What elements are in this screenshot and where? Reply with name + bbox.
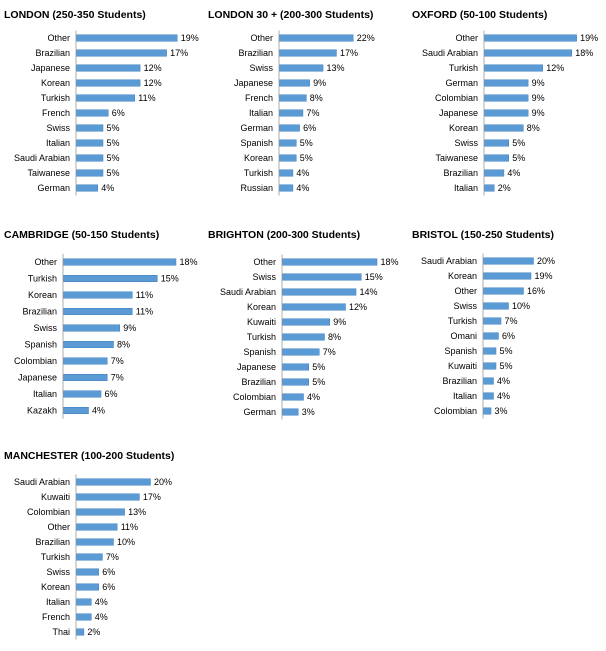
category-label: Saudi Arabian [219, 287, 276, 297]
category-label: Omani [450, 331, 477, 341]
bar-turkish [283, 334, 325, 341]
value-label: 5% [106, 153, 120, 163]
category-label: Turkish [40, 552, 70, 562]
category-label: Swiss [33, 323, 57, 333]
bar-korean [283, 304, 346, 311]
value-label: 5% [299, 153, 313, 163]
category-label: Colombian [13, 356, 57, 366]
category-label: Colombian [26, 507, 70, 517]
value-label: 18% [179, 257, 198, 267]
category-label: German [37, 183, 70, 193]
value-label: 20% [537, 256, 556, 266]
value-label: 4% [94, 612, 108, 622]
value-label: 14% [359, 287, 378, 297]
category-label: German [240, 123, 273, 133]
value-label: 18% [380, 257, 399, 267]
bar-other [484, 288, 524, 295]
value-label: 3% [301, 407, 315, 417]
bar-japanese [280, 80, 310, 87]
category-label: Turkish [447, 316, 477, 326]
bar-colombian [64, 358, 108, 365]
bar-swiss [485, 140, 509, 147]
category-label: Brazilian [35, 537, 70, 547]
value-label: 4% [296, 183, 310, 193]
value-label: 5% [106, 168, 120, 178]
value-label: 9% [333, 317, 347, 327]
category-label: Korean [40, 582, 70, 592]
bar-russian [280, 185, 293, 192]
bar-saudi-arabian [283, 289, 357, 296]
category-label: Italian [32, 389, 57, 399]
value-label: 13% [128, 507, 147, 517]
value-label: 22% [356, 33, 375, 43]
bar-taiwanese [485, 155, 509, 162]
value-label: 3% [494, 406, 508, 416]
category-label: Korean [448, 123, 478, 133]
category-label: German [243, 407, 276, 417]
bar-brazilian [484, 378, 494, 385]
category-label: Spanish [243, 347, 276, 357]
value-label: 4% [92, 405, 106, 416]
chart-panel-bristol [412, 229, 555, 419]
value-label: 4% [307, 392, 321, 402]
category-label: Italian [452, 391, 477, 401]
bar-turkish [77, 554, 103, 561]
category-label: Taiwanese [27, 168, 70, 178]
chart-panel-london [4, 9, 199, 196]
value-label: 4% [507, 168, 521, 178]
bar-korean [280, 155, 297, 162]
value-label: 2% [497, 183, 511, 193]
value-label: 16% [527, 286, 546, 296]
category-label: Italian [45, 138, 70, 148]
category-label: Italian [453, 183, 478, 193]
bar-korean [77, 80, 141, 87]
bar-swiss [283, 274, 362, 281]
value-label: 13% [326, 63, 345, 73]
bar-japanese [283, 364, 309, 371]
bar-spanish [280, 140, 297, 147]
category-label: Other [47, 522, 70, 532]
value-label: 17% [142, 492, 161, 502]
value-label: 12% [349, 302, 368, 312]
bar-omani [484, 333, 499, 340]
category-label: Spanish [24, 339, 57, 350]
category-label: Kuwaiti [246, 317, 276, 327]
bar-german [77, 185, 98, 192]
value-label: 12% [143, 78, 162, 88]
value-label: 9% [531, 78, 545, 88]
chart-title-bristol: BRISTOL (150-250 Students) [412, 229, 554, 241]
bar-korean [64, 292, 133, 299]
value-label: 7% [110, 356, 124, 366]
value-label: 17% [170, 48, 189, 58]
bar-german [280, 125, 300, 132]
bar-swiss [484, 303, 509, 310]
category-label: Colombian [434, 93, 478, 103]
bar-saudi-arabian [485, 50, 572, 57]
value-label: 5% [499, 361, 513, 371]
category-label: Brazilian [241, 377, 276, 387]
category-label: Japanese [236, 362, 276, 372]
value-label: 12% [143, 63, 162, 73]
category-label: Saudi Arabian [13, 153, 70, 163]
bar-turkish [280, 170, 293, 177]
chart-panel-london30 [208, 9, 375, 196]
value-label: 17% [339, 48, 358, 58]
value-label: 5% [512, 138, 526, 148]
category-label: Turkish [40, 93, 70, 103]
category-label: Other [454, 286, 477, 296]
bar-spanish [484, 348, 497, 355]
value-label: 11% [138, 93, 156, 103]
bar-italian [64, 391, 102, 398]
category-label: German [445, 78, 478, 88]
value-label: 2% [87, 627, 101, 637]
category-label: Japanese [233, 78, 273, 88]
bar-swiss [280, 65, 324, 72]
bar-other [77, 524, 118, 531]
category-label: Brazilian [442, 376, 477, 386]
category-label: French [41, 108, 70, 118]
category-label: Swiss [249, 63, 273, 73]
category-label: Taiwanese [435, 153, 478, 163]
value-label: 8% [117, 339, 131, 350]
bar-french [77, 614, 92, 621]
value-label: 6% [102, 567, 116, 577]
category-label: Korean [27, 290, 57, 300]
chart-panel-cambridge [4, 229, 198, 419]
bar-brazilian [485, 170, 504, 177]
value-label: 4% [497, 376, 511, 386]
value-label: 15% [364, 272, 383, 282]
category-label: Korean [246, 302, 276, 312]
bar-colombian [77, 509, 125, 516]
bar-japanese [64, 374, 108, 381]
value-label: 4% [94, 597, 108, 607]
chart-panel-oxford [412, 9, 598, 196]
value-label: 20% [154, 477, 173, 487]
category-label: Turkish [27, 273, 57, 284]
category-label: Turkish [448, 63, 478, 73]
bar-turkish [485, 65, 543, 72]
bar-brazilian [280, 50, 337, 57]
bar-german [283, 409, 299, 416]
category-label: Russian [240, 183, 273, 193]
value-label: 4% [296, 168, 310, 178]
category-label: Other [455, 33, 478, 43]
value-label: 10% [117, 537, 136, 547]
bar-korean [484, 273, 532, 280]
category-label: Japanese [17, 372, 57, 383]
value-label: 6% [303, 123, 317, 133]
category-label: Brazilian [22, 306, 57, 317]
bar-korean [485, 125, 524, 132]
category-label: Thai [52, 627, 70, 637]
category-label: Japanese [438, 108, 478, 118]
bar-swiss [77, 125, 104, 132]
value-label: 7% [504, 316, 518, 326]
category-label: Swiss [46, 567, 70, 577]
category-label: Turkish [246, 332, 276, 342]
category-label: Turkish [243, 168, 273, 178]
bar-colombian [283, 394, 304, 401]
category-label: Saudi Arabian [420, 256, 477, 266]
chart-panel-manchester [4, 450, 174, 640]
value-label: 6% [102, 582, 116, 592]
value-label: 19% [534, 271, 553, 281]
category-label: Other [250, 33, 273, 43]
category-label: Swiss [454, 138, 478, 148]
bar-swiss [64, 325, 120, 332]
chart-title-london: LONDON (250-350 Students) [4, 9, 146, 21]
category-label: Brazilian [443, 168, 478, 178]
bar-brazilian [77, 50, 167, 57]
bar-saudi-arabian [77, 479, 151, 486]
value-label: 15% [160, 273, 179, 284]
bar-german [485, 80, 529, 87]
value-label: 18% [575, 48, 594, 58]
category-label: Japanese [30, 63, 70, 73]
bar-italian [484, 393, 494, 400]
value-label: 6% [502, 331, 516, 341]
category-label: Brazilian [238, 48, 273, 58]
bar-italian [77, 140, 104, 147]
bar-other [485, 35, 577, 42]
category-label: Swiss [46, 123, 70, 133]
category-label: Korean [243, 153, 273, 163]
category-label: French [41, 612, 70, 622]
value-label: 4% [497, 391, 511, 401]
value-label: 5% [512, 153, 526, 163]
bar-other [283, 259, 378, 266]
bar-swiss [77, 569, 99, 576]
bar-spanish [64, 341, 114, 348]
value-label: 19% [180, 33, 199, 43]
value-label: 5% [312, 362, 326, 372]
value-label: 9% [313, 78, 327, 88]
category-label: French [244, 93, 273, 103]
value-label: 12% [546, 63, 565, 73]
value-label: 11% [135, 306, 154, 317]
category-label: Brazilian [35, 48, 70, 58]
category-label: Saudi Arabian [421, 48, 478, 58]
value-label: 9% [123, 323, 137, 333]
category-label: Italian [248, 108, 273, 118]
value-label: 8% [309, 93, 323, 103]
value-label: 9% [531, 108, 545, 118]
bar-kuwaiti [484, 363, 497, 370]
bar-japanese [77, 65, 141, 72]
value-label: 5% [299, 138, 313, 148]
value-label: 7% [105, 552, 119, 562]
category-label: Swiss [252, 272, 276, 282]
value-label: 5% [499, 346, 513, 356]
chart-title-cambridge: CAMBRIDGE (50-150 Students) [4, 229, 160, 241]
bar-turkish [484, 318, 502, 325]
chart-title-london30: LONDON 30 + (200-300 Students) [208, 9, 374, 21]
value-label: 11% [120, 522, 139, 532]
value-label: 8% [328, 332, 342, 342]
bar-italian [485, 185, 495, 192]
bar-french [280, 95, 307, 102]
bar-italian [280, 110, 303, 117]
bar-other [64, 259, 177, 266]
value-label: 5% [106, 138, 120, 148]
bar-saudi-arabian [484, 258, 534, 265]
value-label: 7% [110, 372, 124, 383]
bar-colombian [484, 408, 492, 415]
value-label: 5% [106, 123, 120, 133]
category-label: Other [253, 257, 276, 267]
bar-thai [77, 629, 84, 636]
bar-korean [77, 584, 99, 591]
category-label: Italian [45, 597, 70, 607]
bar-brazilian [77, 539, 114, 546]
category-label: Spanish [240, 138, 273, 148]
category-label: Korean [40, 78, 70, 88]
bar-other [280, 35, 354, 42]
chart-title-manchester: MANCHESTER (100-200 Students) [4, 450, 175, 462]
category-label: Kazakh [26, 405, 57, 416]
value-label: 10% [512, 301, 531, 311]
value-label: 5% [312, 377, 326, 387]
bar-kazakh [64, 407, 89, 414]
bar-kuwaiti [283, 319, 330, 326]
category-label: Saudi Arabian [13, 477, 70, 487]
category-label: Korean [447, 271, 477, 281]
value-label: 8% [526, 123, 540, 133]
value-label: 7% [306, 108, 320, 118]
bar-turkish [64, 275, 158, 282]
bar-japanese [485, 110, 529, 117]
bar-turkish [77, 95, 135, 102]
bar-french [77, 110, 109, 117]
category-label: Swiss [453, 301, 477, 311]
bar-brazilian [64, 308, 133, 315]
category-label: Kuwaiti [447, 361, 477, 371]
value-label: 9% [531, 93, 545, 103]
category-label: Other [34, 257, 57, 267]
category-label: Colombian [232, 392, 276, 402]
bar-kuwaiti [77, 494, 140, 501]
chart-panel-brighton [208, 229, 399, 420]
bar-taiwanese [77, 170, 104, 177]
chart-title-oxford: OXFORD (50-100 Students) [412, 9, 548, 21]
bar-brazilian [283, 379, 309, 386]
bar-spanish [283, 349, 320, 356]
value-label: 6% [104, 389, 118, 399]
chart-title-brighton: BRIGHTON (200-300 Students) [208, 229, 361, 241]
category-label: Other [47, 33, 70, 43]
category-label: Spanish [444, 346, 477, 356]
bar-other [77, 35, 178, 42]
value-label: 6% [111, 108, 125, 118]
value-label: 4% [101, 183, 115, 193]
bar-italian [77, 599, 92, 606]
category-label: Colombian [433, 406, 477, 416]
bar-colombian [485, 95, 529, 102]
value-label: 19% [580, 33, 599, 43]
value-label: 7% [322, 347, 336, 357]
category-label: Kuwaiti [40, 492, 70, 502]
value-label: 11% [135, 290, 154, 300]
bar-saudi-arabian [77, 155, 104, 162]
